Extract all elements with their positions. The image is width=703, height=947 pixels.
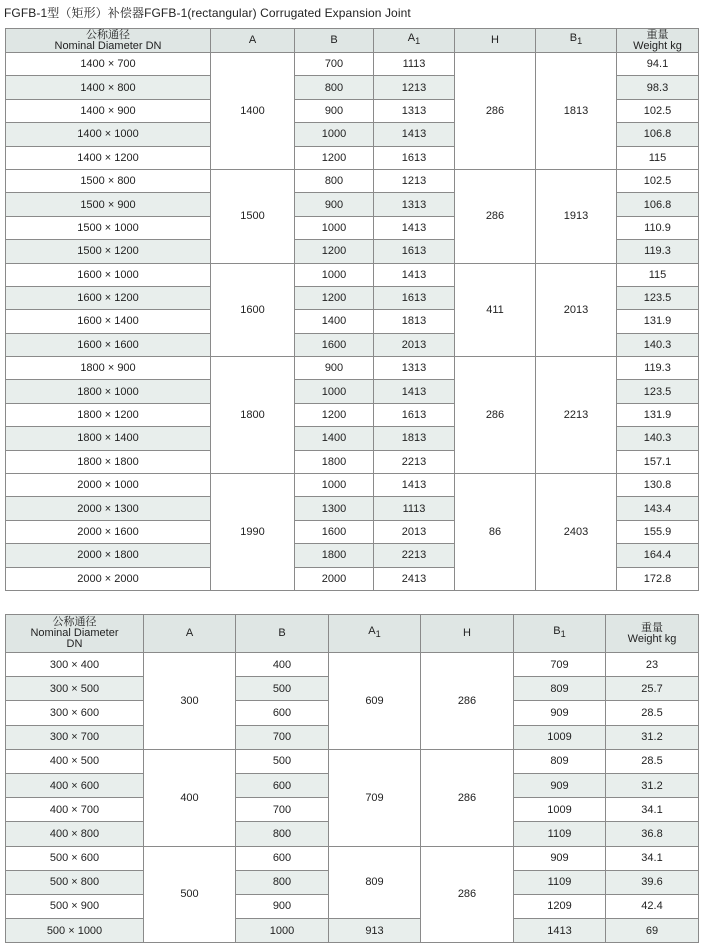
b1-cell: 2213: [536, 357, 617, 474]
a-cell: 1400: [211, 53, 295, 170]
b-cell: 1800: [295, 544, 374, 567]
dn-cell: 400 × 500: [6, 749, 144, 773]
a1-cell: 1413: [374, 474, 455, 497]
table-row: [6, 846, 699, 870]
dn-cell: 1400 × 1200: [6, 146, 211, 169]
b-cell: 900: [295, 99, 374, 122]
dn-cell: 400 × 800: [6, 822, 144, 846]
dn-cell: 1600 × 1000: [6, 263, 211, 286]
weight-cell: 155.9: [617, 520, 699, 543]
weight-cell: 98.3: [617, 76, 699, 99]
a1-cell: 1213: [374, 76, 455, 99]
header-a1-sub: 1: [415, 36, 421, 47]
h-cell: 286: [421, 653, 514, 750]
a1-cell: 1613: [374, 146, 455, 169]
weight-cell: 34.1: [606, 846, 699, 870]
b1-cell: 909: [514, 773, 606, 797]
b-cell: 1600: [295, 520, 374, 543]
dn-cell: 300 × 400: [6, 653, 144, 677]
header-nominal-diameter: [6, 29, 211, 53]
b1-cell: 1109: [514, 870, 606, 894]
table-header-row: [6, 615, 699, 653]
dn-cell: 1600 × 1200: [6, 286, 211, 309]
dn-cell: 1400 × 900: [6, 99, 211, 122]
weight-cell: 131.9: [617, 403, 699, 426]
weight-cell: 119.3: [617, 357, 699, 380]
weight-cell: 28.5: [606, 749, 699, 773]
b1-cell: 709: [514, 653, 606, 677]
dn-cell: 500 × 800: [6, 870, 144, 894]
dn-cell: 2000 × 1300: [6, 497, 211, 520]
b-cell: 700: [236, 725, 329, 749]
a1-cell: 1113: [374, 53, 455, 76]
header-weight: [606, 615, 699, 653]
b-cell: 1000: [295, 216, 374, 239]
table-row: [6, 919, 699, 943]
a-cell: 300: [144, 653, 236, 750]
weight-cell: 39.6: [606, 870, 699, 894]
weight-cell: 140.3: [617, 333, 699, 356]
b-cell: 1400: [295, 427, 374, 450]
a1-cell: 2413: [374, 567, 455, 590]
b1-cell: 1913: [536, 169, 617, 263]
a1-cell: 609: [329, 653, 421, 750]
dn-cell: 2000 × 2000: [6, 567, 211, 590]
dn-cell: 500 × 900: [6, 894, 144, 918]
header-nominal-diameter: [6, 615, 144, 653]
a1-cell: 2213: [374, 544, 455, 567]
a1-cell: 2213: [374, 450, 455, 473]
dn-cell: 1500 × 900: [6, 193, 211, 216]
b-cell: 1000: [295, 123, 374, 146]
weight-cell: 42.4: [606, 894, 699, 918]
a1-cell: 1113: [374, 497, 455, 520]
header-a1-label: A: [407, 32, 416, 45]
header-b: B: [295, 29, 374, 53]
header-dn-cn: 公称通径: [86, 28, 130, 41]
dn-cell: 400 × 700: [6, 798, 144, 822]
b1-cell: 2403: [536, 474, 617, 591]
b-cell: 700: [295, 53, 374, 76]
b-cell: 1200: [295, 240, 374, 263]
a1-cell: 1613: [374, 286, 455, 309]
a1-cell: 1313: [374, 193, 455, 216]
b-cell: 2000: [295, 567, 374, 590]
b-cell: 600: [236, 701, 329, 725]
weight-cell: 143.4: [617, 497, 699, 520]
a1-cell: 1413: [374, 380, 455, 403]
weight-cell: 28.5: [606, 701, 699, 725]
b1-cell: 1009: [514, 725, 606, 749]
weight-cell: 31.2: [606, 773, 699, 797]
dn-cell: 400 × 600: [6, 773, 144, 797]
dn-cell: 1800 × 1000: [6, 380, 211, 403]
a1-cell: 1413: [374, 216, 455, 239]
header-b1-label: B: [553, 625, 561, 638]
weight-cell: 102.5: [617, 169, 699, 192]
a1-cell: 1313: [374, 99, 455, 122]
header-dn-en-line1: Nominal Diameter: [30, 627, 119, 639]
dn-cell: 300 × 600: [6, 701, 144, 725]
weight-cell: 94.1: [617, 53, 699, 76]
weight-cell: 164.4: [617, 544, 699, 567]
b-cell: 1000: [295, 263, 374, 286]
dn-cell: 1500 × 800: [6, 169, 211, 192]
weight-cell: 140.3: [617, 427, 699, 450]
h-cell: 286: [455, 357, 536, 474]
weight-cell: 25.7: [606, 677, 699, 701]
weight-cell: 34.1: [606, 798, 699, 822]
dn-cell: 1600 × 1600: [6, 333, 211, 356]
b1-cell: 1209: [514, 894, 606, 918]
b-cell: 800: [295, 169, 374, 192]
b1-cell: 1109: [514, 822, 606, 846]
a1-cell: 1613: [374, 240, 455, 263]
b-cell: 800: [295, 76, 374, 99]
b-cell: 1400: [295, 310, 374, 333]
a1-cell: 2013: [374, 333, 455, 356]
dn-cell: 300 × 700: [6, 725, 144, 749]
b-cell: 900: [295, 193, 374, 216]
b-cell: 1000: [236, 919, 329, 943]
a1-cell: 2013: [374, 520, 455, 543]
header-dn-en-line2: DN: [66, 638, 83, 650]
table-row: [6, 53, 699, 76]
weight-cell: 23: [606, 653, 699, 677]
header-dn-cn: 公称通径: [52, 616, 97, 628]
b-cell: 1000: [295, 380, 374, 403]
b-cell: 1200: [295, 146, 374, 169]
weight-cell: 102.5: [617, 99, 699, 122]
header-a1-label: A: [368, 625, 376, 638]
b-cell: 500: [236, 677, 329, 701]
spec-table-large: [5, 28, 699, 591]
spec-table-small: [5, 614, 699, 943]
b-cell: 1800: [295, 450, 374, 473]
table-row: [6, 749, 699, 773]
b-cell: 600: [236, 773, 329, 797]
dn-cell: 1800 × 1400: [6, 427, 211, 450]
dn-cell: 2000 × 1800: [6, 544, 211, 567]
a1-cell: 1813: [374, 427, 455, 450]
h-cell: 86: [455, 474, 536, 591]
b-cell: 600: [236, 846, 329, 870]
weight-cell: 36.8: [606, 822, 699, 846]
a-cell: 1800: [211, 357, 295, 474]
table-row: [6, 169, 699, 192]
dn-cell: 1800 × 1800: [6, 450, 211, 473]
header-b: B: [236, 615, 329, 653]
b-cell: 400: [236, 653, 329, 677]
header-a: A: [211, 29, 295, 53]
b-cell: 500: [236, 749, 329, 773]
a1-cell: 913: [329, 919, 421, 943]
header-h: H: [421, 615, 514, 653]
header-b1-sub: 1: [577, 36, 583, 47]
page-title: FGFB-1型（矩形）补偿器FGFB-1(rectangular) Corrugated Expansion Joint: [4, 6, 411, 20]
b1-cell: 809: [514, 749, 606, 773]
header-b1-label: B: [569, 32, 578, 45]
b-cell: 1600: [295, 333, 374, 356]
dn-cell: 2000 × 1600: [6, 520, 211, 543]
header-a1: [374, 29, 455, 53]
dn-cell: 1500 × 1200: [6, 240, 211, 263]
dn-cell: 1800 × 900: [6, 357, 211, 380]
table-row: [6, 357, 699, 380]
h-cell: 286: [455, 169, 536, 263]
header-b1: [536, 29, 617, 53]
dn-cell: 500 × 600: [6, 846, 144, 870]
b1-cell: 909: [514, 701, 606, 725]
b1-cell: 809: [514, 677, 606, 701]
b1-cell: 1813: [536, 53, 617, 170]
table-header-row: [6, 29, 699, 53]
dn-cell: 1400 × 800: [6, 76, 211, 99]
a-cell: 400: [144, 749, 236, 846]
b-cell: 1200: [295, 286, 374, 309]
b1-cell: 2013: [536, 263, 617, 357]
header-weight-cn: 重量: [641, 621, 663, 634]
a1-cell: 709: [329, 749, 421, 846]
header-weight-cn: 重量: [646, 28, 669, 41]
header-dn-en: Nominal Diameter DN: [54, 39, 162, 52]
header-weight-en: Weight kg: [633, 39, 682, 52]
b-cell: 800: [236, 822, 329, 846]
a1-cell: 1613: [374, 403, 455, 426]
b-cell: 900: [236, 894, 329, 918]
header-a1: [329, 615, 421, 653]
a1-cell: 809: [329, 846, 421, 919]
weight-cell: 172.8: [617, 567, 699, 590]
dn-cell: 1600 × 1400: [6, 310, 211, 333]
dn-cell: 1400 × 700: [6, 53, 211, 76]
a-cell: 500: [144, 846, 236, 943]
b-cell: 900: [295, 357, 374, 380]
dn-cell: 1400 × 1000: [6, 123, 211, 146]
dn-cell: 1800 × 1200: [6, 403, 211, 426]
a1-cell: 1413: [374, 263, 455, 286]
weight-cell: 31.2: [606, 725, 699, 749]
b1-cell: 909: [514, 846, 606, 870]
b1-cell: 1413: [514, 919, 606, 943]
h-cell: 286: [421, 749, 514, 846]
header-b1: [514, 615, 606, 653]
weight-cell: 130.8: [617, 474, 699, 497]
dn-cell: 1500 × 1000: [6, 216, 211, 239]
table-row: [6, 653, 699, 677]
b1-cell: 1009: [514, 798, 606, 822]
a1-cell: 1213: [374, 169, 455, 192]
header-h: H: [455, 29, 536, 53]
weight-cell: 69: [606, 919, 699, 943]
dn-cell: 2000 × 1000: [6, 474, 211, 497]
a-cell: 1600: [211, 263, 295, 357]
weight-cell: 131.9: [617, 310, 699, 333]
header-a1-sub: 1: [375, 629, 381, 640]
weight-cell: 110.9: [617, 216, 699, 239]
dn-cell: 500 × 1000: [6, 919, 144, 943]
h-cell: 411: [455, 263, 536, 357]
header-a: A: [144, 615, 236, 653]
dn-cell: 300 × 500: [6, 677, 144, 701]
table-row: [6, 263, 699, 286]
weight-cell: 157.1: [617, 450, 699, 473]
weight-cell: 106.8: [617, 193, 699, 216]
header-weight-en: Weight kg: [627, 632, 677, 645]
a-cell: 1500: [211, 169, 295, 263]
weight-cell: 115: [617, 146, 699, 169]
a1-cell: 1813: [374, 310, 455, 333]
a1-cell: 1313: [374, 357, 455, 380]
weight-cell: 123.5: [617, 380, 699, 403]
b-cell: 1000: [295, 474, 374, 497]
b-cell: 1200: [295, 403, 374, 426]
header-weight: [617, 29, 699, 53]
b-cell: 1300: [295, 497, 374, 520]
weight-cell: 115: [617, 263, 699, 286]
b-cell: 700: [236, 798, 329, 822]
b-cell: 800: [236, 870, 329, 894]
weight-cell: 119.3: [617, 240, 699, 263]
header-b1-sub: 1: [560, 629, 566, 640]
a-cell: 1990: [211, 474, 295, 591]
weight-cell: 123.5: [617, 286, 699, 309]
weight-cell: 106.8: [617, 123, 699, 146]
table-row: [6, 474, 699, 497]
h-cell: 286: [455, 53, 536, 170]
h-cell: 286: [421, 846, 514, 943]
a1-cell: 1413: [374, 123, 455, 146]
